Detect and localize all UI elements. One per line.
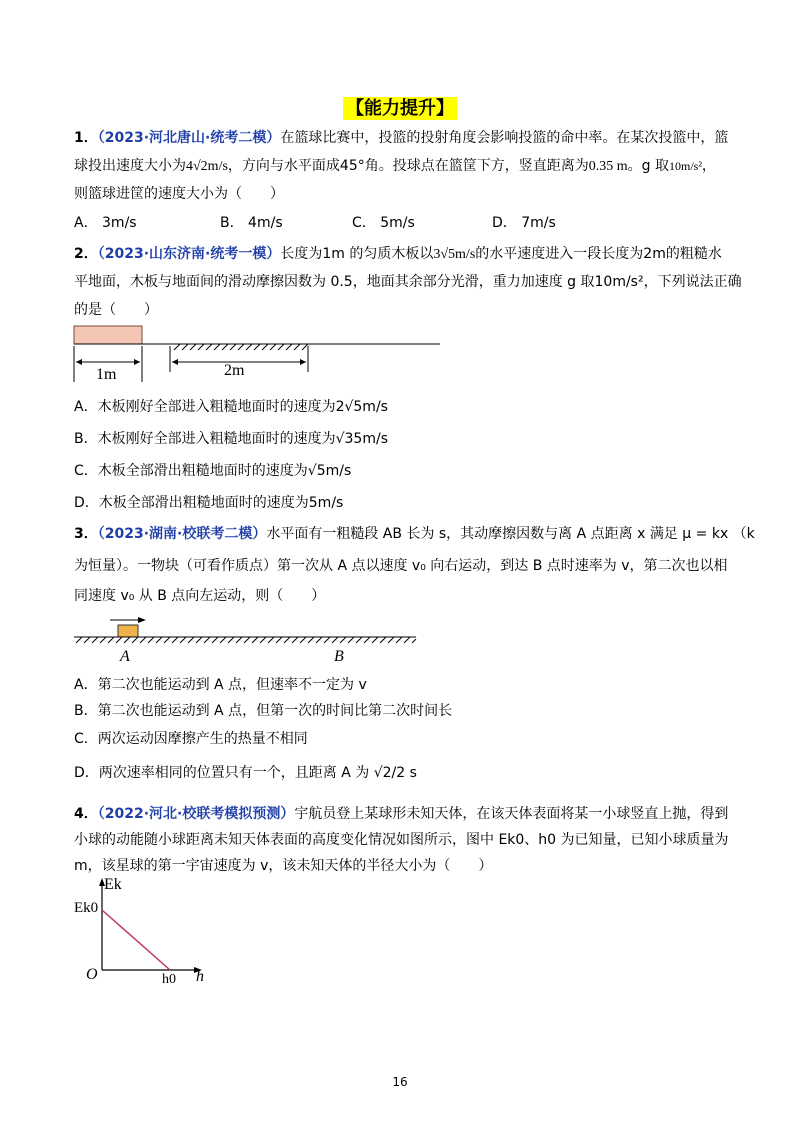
q4-line2: 小球的动能随小球距离未知天体表面的高度变化情况如图所示，图中 Ek0、h0 为已知量，已知小球质量为 xyxy=(74,832,729,848)
q2-line1: 2．（2023·山东济南·统考一模）长度为1m 的匀质木板以3√5m/s的水平速度进入一段长度为2m的粗糙水 xyxy=(74,246,722,262)
ek-line xyxy=(102,910,170,970)
q2-option-a: A．木板刚好全部进入粗糙地面时的速度为2√5m/s xyxy=(74,399,388,415)
q1-line1: 1．（2023·河北唐山·统考二模）在篮球比赛中，投篮的投射角度会影响投篮的命中率。在某次投篮中，篮 xyxy=(74,130,729,146)
q4-label-ek0: Ek0 xyxy=(74,900,99,916)
rough-surface-hatch xyxy=(174,344,308,350)
q3-option-a: A．第二次也能运动到 A 点，但速率不一定为 v xyxy=(74,677,367,693)
q2-line2: 平地面，木板与地面间的滑动摩擦因数为 0.5，地面其余部分光滑，重力加速度 g 取10m/s²，下列说法正确 xyxy=(74,274,742,290)
q2-figure xyxy=(70,322,450,388)
q3-source: （2023·湖南·校联考二模） xyxy=(97,526,267,542)
q3-option-d: D．两次速率相同的位置只有一个，且距离 A 为 √2/2 s xyxy=(74,765,417,781)
block xyxy=(118,625,138,637)
q4-label-origin: O xyxy=(86,966,98,983)
q1-option-a: A． 3m/s xyxy=(74,215,137,231)
q1-option-d: D． 7m/s xyxy=(492,215,556,231)
q2-line3: 的是（ ） xyxy=(74,302,158,318)
q4-source: （2022·河北·校联考模拟预测） xyxy=(97,806,295,822)
q3-line2: 为恒量）。一物块（可看作质点）第一次从 A 点以速度 v₀ 向右运动，到达 B 点时速率为 v，第二次也以相 xyxy=(74,558,728,574)
q3-label-a: A xyxy=(120,648,130,665)
section-title: 【能力提升】 xyxy=(0,94,800,120)
q4-label-h: h xyxy=(196,968,204,985)
q2-option-b: B．木板刚好全部进入粗糙地面时的速度为√35m/s xyxy=(74,431,388,447)
q2-option-d: D．木板全部滑出粗糙地面时的速度为5m/s xyxy=(74,495,344,511)
q1-option-b: B． 4m/s xyxy=(220,215,283,231)
q4-label-h0: h0 xyxy=(162,972,176,987)
q2-source: （2023·山东济南·统考一模） xyxy=(97,246,281,262)
q3-line3: 同速度 v₀ 从 B 点向左运动，则（ ） xyxy=(74,588,326,604)
q1-option-c: C． 5m/s xyxy=(352,215,415,231)
q2-option-c: C．木板全部滑出粗糙地面时的速度为√5m/s xyxy=(74,463,352,479)
page-number: 16 xyxy=(392,1075,408,1089)
q3-option-c: C．两次运动因摩擦产生的热量不相同 xyxy=(74,731,308,747)
wood-board xyxy=(74,326,142,344)
q3-option-b: B．第二次也能运动到 A 点，但第一次的时间比第二次时间长 xyxy=(74,703,453,719)
q1-line2: 球投出速度大小为4√2m/s，方向与水平面成45°角。投球点在篮筐下方，竖直距离为0.35 m。g 取10m/s²， xyxy=(74,158,716,174)
q3-label-b: B xyxy=(334,648,344,665)
q4-line1: 4．（2022·河北·校联考模拟预测）宇航员登上某球形未知天体，在该天体表面将某一小球竖直上抛，得到 xyxy=(74,806,729,822)
q2-label-1m: 1m xyxy=(96,366,117,383)
q4-label-ek: Ek xyxy=(104,876,122,893)
ground-hatch xyxy=(76,637,416,643)
q3-line1: 3．（2023·湖南·校联考二模）水平面有一粗糙段 AB 长为 s，其动摩擦因数与离 A 点距离 x 满足 μ = kx （k xyxy=(74,526,755,542)
q1-source: （2023·河北唐山·统考二模） xyxy=(97,130,281,146)
q2-label-2m: 2m xyxy=(224,362,245,379)
q1-line3: 则篮球进筐的速度大小为（ ） xyxy=(74,186,284,202)
q4-line3: m，该星球的第一宇宙速度为 v，该未知天体的半径大小为（ ） xyxy=(74,858,493,874)
q3-figure xyxy=(70,612,420,652)
